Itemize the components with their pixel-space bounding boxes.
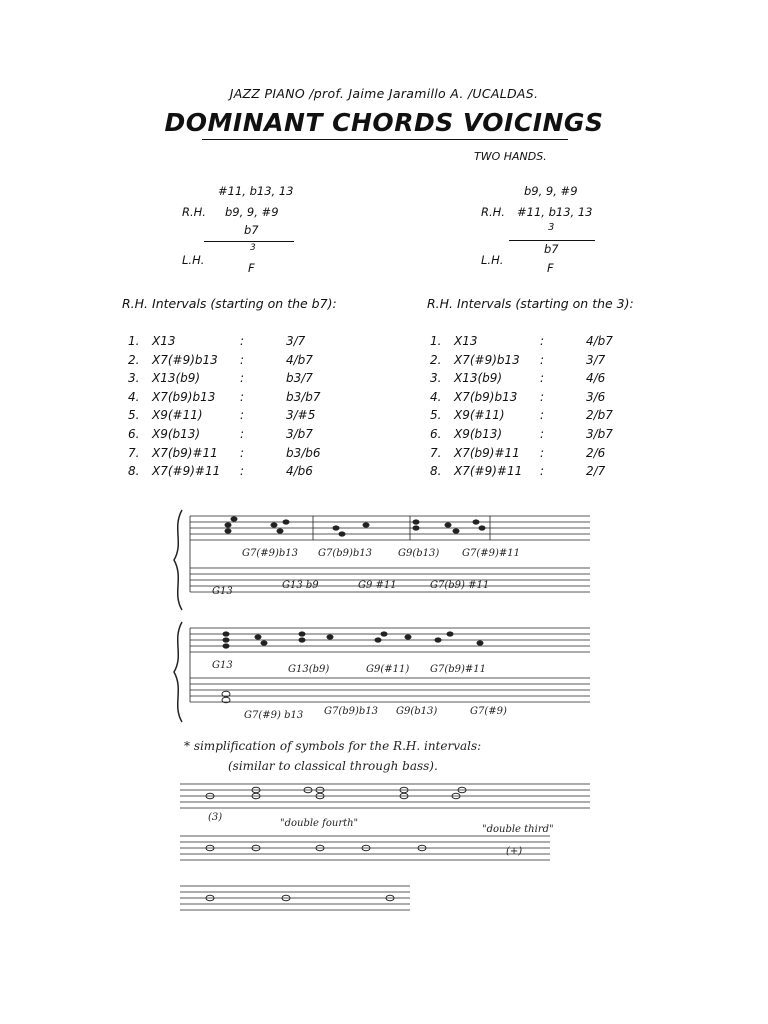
chord-label: G9(b13) — [398, 548, 440, 559]
interval-value: b3/b6 — [286, 445, 321, 460]
chord-symbol: X7(#9)b13 — [152, 352, 218, 367]
chord-symbol: X13(b9) — [152, 371, 201, 386]
row-number: 1. — [430, 334, 442, 348]
chord-label: G7(b9)b13 — [324, 706, 379, 717]
chord-label: G7(#9)b13 — [242, 548, 299, 559]
rh-line-2: #11, b13, 13 — [517, 205, 593, 219]
interval-value: 3/7 — [586, 352, 606, 367]
simplification-note — [184, 739, 481, 773]
music-notation — [170, 498, 600, 918]
interval-value: 4/b6 — [286, 464, 313, 479]
chord-label: G7(b9)b13 — [318, 548, 373, 559]
row-number: 8. — [430, 464, 442, 479]
separator: : — [240, 371, 245, 386]
course-line: JAZZ PIANO /prof. Jaime Jaramillo A. /UCALDAS. — [229, 86, 539, 101]
row-number: 8. — [128, 464, 140, 479]
row-number: 5. — [430, 408, 442, 423]
separator: : — [240, 408, 245, 423]
lh-label: L.H. — [182, 253, 205, 267]
lh-label: L.H. — [481, 253, 504, 267]
row-number: 7. — [128, 445, 140, 460]
chord-symbol: X9(b13) — [152, 427, 201, 441]
chord-symbol: X9(b13) — [454, 427, 503, 441]
chord-label: G9 #11 — [358, 580, 397, 591]
chord-symbol: X13 — [454, 334, 478, 348]
chord-label: G7(b9) #11 — [430, 580, 490, 591]
chord-label: G7(#9)#11 — [462, 548, 520, 559]
row-number: 6. — [430, 427, 442, 441]
separator: : — [540, 371, 545, 386]
separator: : — [240, 464, 245, 479]
system-2-labels — [212, 660, 507, 721]
interval-value: 3/#5 — [286, 408, 316, 423]
chord-symbol: X7(#9)#11 — [152, 464, 221, 479]
interval-value: 2/6 — [586, 445, 606, 460]
interval-value: 2/b7 — [586, 408, 613, 423]
interval-value: b3/b7 — [286, 389, 321, 404]
rh-line-3: b7 — [244, 223, 259, 237]
voicing-divider — [204, 241, 294, 242]
rh-line-1: #11, b13, 13 — [218, 184, 294, 198]
chord-label: G7(#9) b13 — [244, 710, 304, 721]
note-line-1: * simplification of symbols for the R.H. intervals: — [184, 739, 482, 753]
chord-symbol: X13 — [152, 334, 176, 348]
chord-symbol: X9(#11) — [152, 408, 203, 423]
interval-value: 3/7 — [286, 334, 306, 348]
chord-symbol: X7(b9)#11 — [152, 445, 218, 460]
intervals-heading-right: R.H. Intervals (starting on the 3): — [427, 296, 634, 311]
chord-symbol: X9(#11) — [454, 408, 505, 423]
figure-notes — [206, 787, 466, 901]
lh-line-2: F — [547, 261, 554, 275]
interval-value: 4/b7 — [286, 352, 313, 367]
chord-label: G13 — [212, 660, 233, 671]
rh-line-3: 3 — [548, 222, 555, 233]
system-1-notes — [225, 516, 486, 536]
row-number: 5. — [128, 408, 140, 423]
separator: : — [540, 464, 545, 479]
chord-label: G13 — [212, 586, 233, 597]
rh-label: R.H. — [182, 205, 206, 219]
interval-value: 2/7 — [586, 464, 606, 479]
row-number: 3. — [128, 371, 140, 386]
interval-value: 3/6 — [586, 389, 606, 404]
separator: : — [540, 408, 545, 423]
interval-value: 3/b7 — [586, 427, 613, 441]
figure-staves — [180, 784, 590, 910]
row-number: 2. — [430, 352, 442, 367]
rh-line-2: b9, 9, #9 — [225, 205, 279, 219]
figure-label: "double fourth" — [280, 818, 359, 829]
figure-label: (3) — [208, 812, 223, 823]
lh-line-1: b7 — [544, 242, 559, 256]
row-number: 4. — [128, 389, 140, 404]
chord-symbol: X7(#9)#11 — [454, 464, 523, 479]
row-number: 6. — [128, 427, 140, 441]
chord-symbol: X7(b9)#11 — [454, 445, 520, 460]
interval-value: 3/b7 — [286, 427, 313, 441]
interval-value: 4/6 — [586, 371, 606, 386]
row-number: 7. — [430, 445, 442, 460]
chord-symbol: X7(#9)b13 — [454, 352, 520, 367]
interval-value: b3/7 — [286, 371, 313, 386]
separator: : — [240, 445, 245, 460]
separator: : — [540, 334, 545, 348]
separator: : — [240, 352, 245, 367]
separator: : — [540, 427, 545, 441]
chord-label: G7(#9) — [470, 706, 507, 717]
chord-label: G13(b9) — [288, 664, 330, 675]
figure-label: "double third" — [482, 824, 554, 835]
chord-label: G9(b13) — [396, 706, 438, 717]
title-underline — [202, 139, 568, 140]
separator: : — [240, 389, 245, 404]
chord-symbol: X13(b9) — [454, 371, 503, 386]
row-number: 2. — [128, 352, 140, 367]
rh-line-1: b9, 9, #9 — [524, 184, 578, 198]
intervals-heading-left: R.H. Intervals (starting on the b7): — [122, 296, 337, 311]
rh-label: R.H. — [481, 205, 505, 219]
lh-line-1: 3 — [250, 243, 256, 253]
separator: : — [540, 352, 545, 367]
staff-system-1 — [174, 510, 590, 610]
separator: : — [240, 334, 245, 348]
row-number: 3. — [430, 371, 442, 386]
separator: : — [240, 427, 245, 441]
subtitle: TWO HANDS. — [474, 150, 547, 163]
chord-label: G7(b9)#11 — [430, 664, 487, 675]
voicing-divider — [509, 240, 595, 241]
chord-symbol: X7(b9)b13 — [454, 389, 518, 404]
lh-line-2: F — [248, 261, 255, 275]
figure-label: (+) — [506, 846, 523, 857]
separator: : — [540, 389, 545, 404]
row-number: 1. — [128, 334, 140, 348]
chord-label: G13 b9 — [282, 580, 319, 591]
separator: : — [540, 445, 545, 460]
page-title: DOMINANT CHORDS VOICINGS — [164, 108, 604, 137]
row-number: 4. — [430, 389, 442, 404]
note-line-2: (similar to classical through bass). — [228, 759, 438, 773]
interval-value: 4/b7 — [586, 334, 613, 348]
figure-labels — [208, 812, 554, 857]
chord-label: G9(#11) — [366, 664, 410, 675]
system-1-labels — [212, 548, 520, 597]
chord-symbol: X7(b9)b13 — [152, 389, 216, 404]
